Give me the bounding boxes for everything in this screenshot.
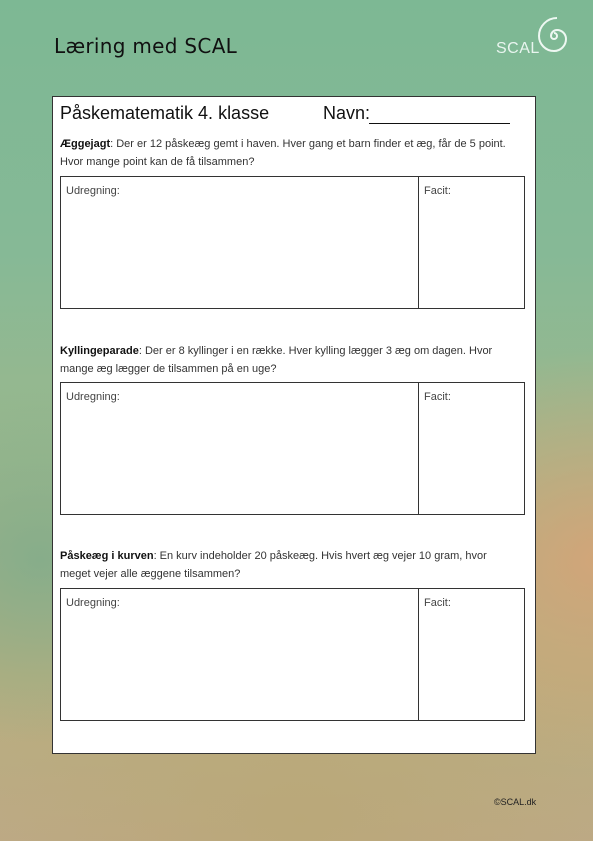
answer-area[interactable] — [419, 177, 524, 308]
scal-logo — [494, 12, 580, 64]
task-label: Æggejagt — [60, 138, 111, 150]
calculation-label: Udregning: — [66, 185, 120, 197]
logo-text: SCAL — [496, 40, 540, 57]
calculation-area[interactable] — [61, 589, 419, 720]
answer-label: Facit: — [424, 597, 451, 609]
calculation-area[interactable] — [61, 177, 419, 308]
task-paaskeaeg-i-kurven — [60, 547, 516, 583]
name-label: Navn: — [323, 103, 371, 123]
brand-title: Læring med SCAL — [54, 34, 238, 58]
task-kyllingeparade — [60, 342, 516, 378]
calculation-label: Udregning: — [66, 597, 120, 609]
answer-label: Facit: — [424, 391, 451, 403]
task-label: Påskeæg i kurven — [60, 550, 154, 562]
copyright-text: ©SCAL.dk — [494, 797, 537, 807]
task-eggjagt — [60, 135, 516, 171]
task-text: : Der er 8 kyllinger i en række. Hver kylling lægger 3 æg om dagen. Hvor mange æg lægger de tilsammen på en uge? — [60, 345, 493, 375]
answer-area[interactable] — [419, 589, 524, 720]
answer-box — [60, 588, 525, 721]
task-text: : En kurv indeholder 20 påskeæg. Hvis hvert æg vejer 10 gram, hvor meget vejer alle æggene tilsammen? — [60, 550, 487, 580]
answer-area[interactable] — [419, 383, 524, 514]
worksheet-title: Påskematematik 4. klasse — [60, 103, 270, 123]
answer-label: Facit: — [424, 185, 451, 197]
task-label: Kyllingeparade — [60, 345, 139, 357]
answer-box — [60, 176, 525, 309]
answer-box — [60, 382, 525, 515]
task-text: : Der er 12 påskeæg gemt i haven. Hver gang et barn finder et æg, får de 5 point. Hvor mange point kan de få tilsammen? — [60, 138, 506, 168]
calculation-area[interactable] — [61, 383, 419, 514]
name-field-line[interactable] — [369, 123, 510, 124]
spiral-icon — [530, 12, 578, 60]
calculation-label: Udregning: — [66, 391, 120, 403]
worksheet — [52, 96, 536, 754]
